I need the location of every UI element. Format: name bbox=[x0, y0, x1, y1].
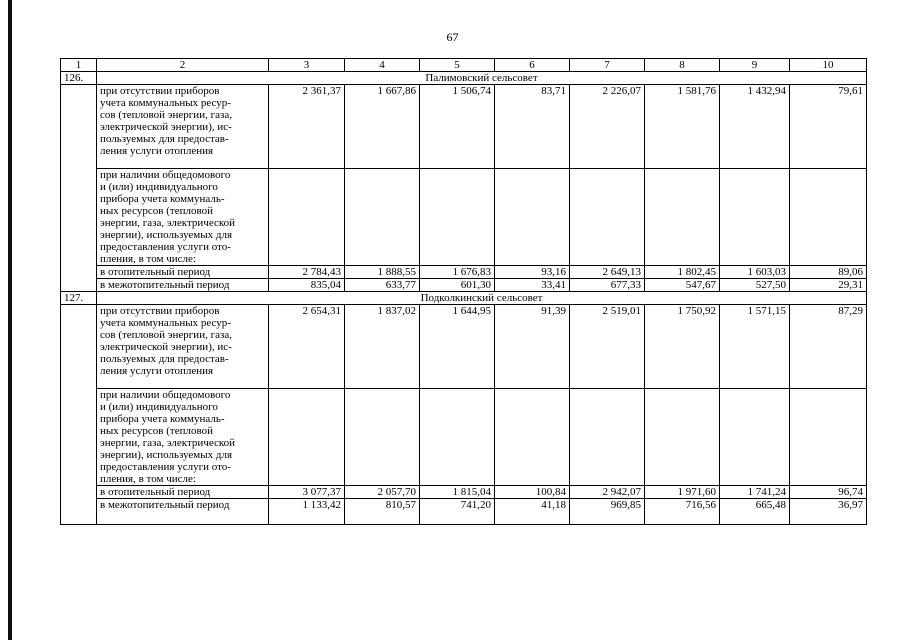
value-cell: 1 837,02 bbox=[345, 305, 420, 389]
value-cell: 527,50 bbox=[720, 279, 790, 292]
header-cell: 1 bbox=[61, 59, 97, 72]
description-line: ления услуги отопления bbox=[100, 145, 214, 157]
description-line: и (или) индивидуального bbox=[100, 401, 218, 413]
absence-row bbox=[61, 305, 867, 389]
value-cell: 2 226,07 bbox=[570, 85, 645, 169]
value-cell: 835,04 bbox=[269, 279, 345, 292]
index-cell-empty bbox=[61, 486, 97, 499]
description-line: энергии, газа, электрической bbox=[100, 217, 236, 229]
section-name: Палимовский сельсовет bbox=[97, 72, 867, 85]
description-line: учета коммунальных ресур- bbox=[100, 97, 231, 109]
value-cell-empty bbox=[495, 389, 570, 486]
header-cell: 8 bbox=[645, 59, 720, 72]
value-cell-empty bbox=[570, 389, 645, 486]
value-cell: 1 133,42 bbox=[269, 499, 345, 525]
value-cell: 601,30 bbox=[420, 279, 495, 292]
description-line: энергии, газа, электрической bbox=[100, 437, 236, 449]
value-cell-empty bbox=[495, 169, 570, 266]
value-cell: 1 603,03 bbox=[720, 266, 790, 279]
value-cell: 29,31 bbox=[790, 279, 867, 292]
value-cell: 2 654,31 bbox=[269, 305, 345, 389]
value-cell: 2 057,70 bbox=[345, 486, 420, 499]
value-cell: 36,97 bbox=[790, 499, 867, 525]
section-name: Подколкинский сельсовет bbox=[97, 292, 867, 305]
value-cell: 716,56 bbox=[645, 499, 720, 525]
interheating-label: в межотопительный период bbox=[97, 279, 269, 292]
section-index: 126. bbox=[61, 72, 97, 85]
value-cell-empty bbox=[645, 389, 720, 486]
value-cell: 677,33 bbox=[570, 279, 645, 292]
interheating-label: в межотопительный период bbox=[97, 499, 269, 525]
presence-description bbox=[97, 169, 269, 266]
value-cell: 547,67 bbox=[645, 279, 720, 292]
table-body bbox=[61, 59, 867, 525]
value-cell: 1 571,15 bbox=[720, 305, 790, 389]
description-line: при наличии общедомового bbox=[100, 389, 231, 401]
description-line: пользуемых для предостав- bbox=[100, 133, 229, 145]
value-cell: 91,39 bbox=[495, 305, 570, 389]
value-cell-empty bbox=[720, 169, 790, 266]
value-cell: 665,48 bbox=[720, 499, 790, 525]
description-line: и (или) индивидуального bbox=[100, 181, 218, 193]
value-cell: 741,20 bbox=[420, 499, 495, 525]
value-cell-empty bbox=[420, 169, 495, 266]
value-cell: 96,74 bbox=[790, 486, 867, 499]
header-cell: 5 bbox=[420, 59, 495, 72]
description-line: энергии), используемых для bbox=[100, 449, 233, 461]
section-index: 127. bbox=[61, 292, 97, 305]
description-line: электрической энергии), ис- bbox=[100, 341, 232, 353]
value-cell: 1 802,45 bbox=[645, 266, 720, 279]
value-cell-empty bbox=[345, 389, 420, 486]
heating-row bbox=[61, 486, 867, 499]
header-cell: 10 bbox=[790, 59, 867, 72]
value-cell-empty bbox=[790, 389, 867, 486]
index-cell-empty bbox=[61, 305, 97, 389]
value-cell: 89,06 bbox=[790, 266, 867, 279]
description-line: при отсутствии приборов bbox=[100, 305, 220, 317]
description-line: электрической энергии), ис- bbox=[100, 121, 232, 133]
value-cell-empty bbox=[720, 389, 790, 486]
value-cell: 100,84 bbox=[495, 486, 570, 499]
index-cell-empty bbox=[61, 499, 97, 525]
header-cell: 4 bbox=[345, 59, 420, 72]
value-cell-empty bbox=[420, 389, 495, 486]
value-cell-empty bbox=[269, 169, 345, 266]
presence-description bbox=[97, 389, 269, 486]
header-cell: 9 bbox=[720, 59, 790, 72]
header-cell: 2 bbox=[97, 59, 269, 72]
index-cell-empty bbox=[61, 279, 97, 292]
value-cell-empty bbox=[269, 389, 345, 486]
description-line: при наличии общедомового bbox=[100, 169, 231, 181]
index-cell-empty bbox=[61, 85, 97, 169]
absence-description bbox=[97, 305, 269, 389]
page-number: 67 bbox=[446, 30, 459, 44]
value-cell: 1 432,94 bbox=[720, 85, 790, 169]
value-cell: 41,18 bbox=[495, 499, 570, 525]
heating-row bbox=[61, 266, 867, 279]
value-cell: 93,16 bbox=[495, 266, 570, 279]
index-cell-empty bbox=[61, 169, 97, 266]
description-line: пления, в том числе: bbox=[100, 473, 196, 485]
value-cell: 3 077,37 bbox=[269, 486, 345, 499]
description-line: пления, в том числе: bbox=[100, 253, 196, 265]
description-line: предоставления услуги ото- bbox=[100, 461, 231, 473]
section-row bbox=[61, 292, 867, 305]
description-line: прибора учета коммуналь- bbox=[100, 193, 225, 205]
header-cell: 7 bbox=[570, 59, 645, 72]
absence-row bbox=[61, 85, 867, 169]
presence-row bbox=[61, 389, 867, 486]
value-cell: 1 741,24 bbox=[720, 486, 790, 499]
description-line: энергии), используемых для bbox=[100, 229, 233, 241]
description-line: ных ресурсов (тепловой bbox=[100, 205, 213, 217]
value-cell: 79,61 bbox=[790, 85, 867, 169]
value-cell: 1 888,55 bbox=[345, 266, 420, 279]
absence-description bbox=[97, 85, 269, 169]
value-cell: 633,77 bbox=[345, 279, 420, 292]
value-cell: 33,41 bbox=[495, 279, 570, 292]
value-cell-empty bbox=[345, 169, 420, 266]
value-cell: 969,85 bbox=[570, 499, 645, 525]
value-cell: 1 581,76 bbox=[645, 85, 720, 169]
value-cell: 1 676,83 bbox=[420, 266, 495, 279]
description-line: пользуемых для предостав- bbox=[100, 353, 229, 365]
value-cell: 83,71 bbox=[495, 85, 570, 169]
heating-label: в отопительный период bbox=[97, 266, 269, 279]
value-cell: 1 506,74 bbox=[420, 85, 495, 169]
tariff-table bbox=[60, 58, 867, 525]
description-line: ных ресурсов (тепловой bbox=[100, 425, 213, 437]
value-cell: 1 971,60 bbox=[645, 486, 720, 499]
description-line: сов (тепловой энергии, газа, bbox=[100, 329, 232, 341]
heating-label: в отопительный период bbox=[97, 486, 269, 499]
index-cell-empty bbox=[61, 266, 97, 279]
value-cell: 1 644,95 bbox=[420, 305, 495, 389]
value-cell: 2 942,07 bbox=[570, 486, 645, 499]
value-cell-empty bbox=[790, 169, 867, 266]
value-cell: 2 519,01 bbox=[570, 305, 645, 389]
header-cell: 6 bbox=[495, 59, 570, 72]
value-cell: 2 649,13 bbox=[570, 266, 645, 279]
value-cell: 1 815,04 bbox=[420, 486, 495, 499]
index-cell-empty bbox=[61, 389, 97, 486]
value-cell: 87,29 bbox=[790, 305, 867, 389]
description-line: прибора учета коммуналь- bbox=[100, 413, 225, 425]
section-row bbox=[61, 72, 867, 85]
binding-edge-bar bbox=[8, 0, 12, 640]
description-line: ления услуги отопления bbox=[100, 365, 214, 377]
value-cell: 2 361,37 bbox=[269, 85, 345, 169]
value-cell: 810,57 bbox=[345, 499, 420, 525]
presence-row bbox=[61, 169, 867, 266]
value-cell-empty bbox=[645, 169, 720, 266]
interheating-row bbox=[61, 499, 867, 525]
value-cell: 1 750,92 bbox=[645, 305, 720, 389]
interheating-row bbox=[61, 279, 867, 292]
value-cell: 2 784,43 bbox=[269, 266, 345, 279]
description-line: при отсутствии приборов bbox=[100, 85, 220, 97]
header-cell: 3 bbox=[269, 59, 345, 72]
description-line: учета коммунальных ресур- bbox=[100, 317, 231, 329]
description-line: предоставления услуги ото- bbox=[100, 241, 231, 253]
description-line: сов (тепловой энергии, газа, bbox=[100, 109, 232, 121]
value-cell-empty bbox=[570, 169, 645, 266]
header-row bbox=[61, 59, 867, 72]
value-cell: 1 667,86 bbox=[345, 85, 420, 169]
